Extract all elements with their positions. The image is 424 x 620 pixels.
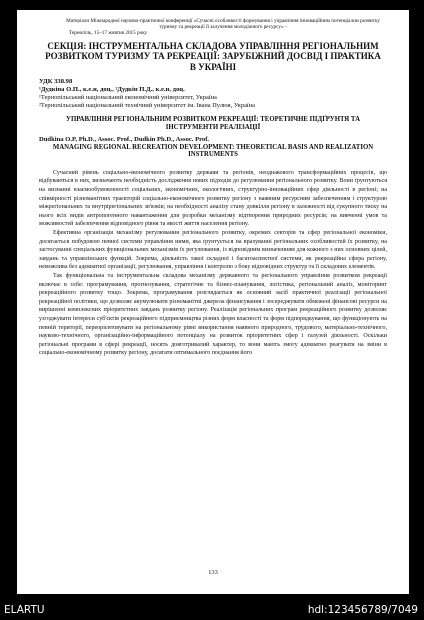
- paragraph-3: Так функціональна та інструментальна складова механізму державного та регіонального управління розвитком рекреації включає в себе: програмування, прогнозування, стратегічне та бізнес-планування, логістика, регіональний аналіз, моніторинг рекреаційного розвитку тощо. Зокрема, програмування розглядається як основний засіб практичної реалізації регіональної рекреаційної політики, що дозволяє акумулювати різноманітні джерела фінансування і зосереджувати обмежені фінансові ресурси на вирішенні комплексних пріоритетних завдань розвитку регіону. Реалізація регіональних програм рекреаційного розвитку дозволяє узгоджувати інтереси суб'єктів рекреаційного підприємництва різних форм власності та форм підпорядкування, що функціонують на певній території, переорієнтовувати на регіональному рівні використання наявного природного, трудового, матеріально-технічного, науково-технічного, організаційно-інформаційного потенціалу на розвиток пріоритетних сфер і галузей діяльності. Оскільки регіональні програми в сфері рекреації, носять довготривалий характер, то вони мають змогу адекватно реагувати на зміни в соціально-економічному розвитку регіону, досягати оптимального поєднання його: [39, 273, 387, 357]
- udk-code: УДК 338.98: [39, 78, 73, 86]
- paragraph-2: Ефективна організація механізму регулювання регіонального розвитку, окремих секторів та сфер регіональної економіки, досягається побудовою певної системи управління ними, яка ґрунтується на врахуванні регіональних особливостей їх розвитку, на застосуванні спеціальних функціональних механізмів їх регулювання, із відповідним визначенням для кожного з них основних цілей, завдань та управлінських функцій. Зокрема, діяльність такої складної і багатоаспектної системи, як рекреаційна сфера регіону, неможлива без адекватної організації, регулювання, управління і контролю з боку відповідних структур та її складових елементів.: [39, 230, 387, 271]
- paragraph-1: Сучасний рівень соціально-економічного розвитку держави та регіонів, неоднакового трансформаційних процесів, що відбуваються в них, визначають необхідність дослідження нових підходів до регулювання регіонального розвитку. Вони ґрунтуються на визнанні взаємообумовленості соціальних, економічних, екологічних, структурно-інноваційних сфер діяльності в регіоні; на співмірності різноманітних траєкторій соціально-економічного розвитку регіону з наявним ресурсним забезпеченням і структурою міжрегіональних та внутрірегіональних зв'язків; на необхідності аналізу стану довкілля регіону в залежності від сукупного тиску на нього всіх видів антропогенного навантаження для розробки механізму відтворення природних ресурсів; на вивченні умов та можливостей забезпечення відповідного рівня та якості життя населення регіону.: [39, 169, 387, 228]
- authors: ¹Дудкіна О.П., к.е.н, доц., ²Дудкін П.Д., к.е.н, доц.: [39, 86, 185, 94]
- page-number: 133: [208, 569, 218, 576]
- authors-en: Dudkina O.P, Ph.D., Assoc. Prof., Dudkin Ph.D., Assoc. Prof.: [39, 136, 210, 144]
- affiliation-2: ²Тернопільський національний технічний університет ім. Івана Пулюя, Україна: [39, 101, 255, 109]
- affiliation-1: ¹Тернопільський національний економічний університет, Україна: [39, 94, 217, 102]
- article-title-ua: УПРАВЛІННЯ РЕГІОНАЛЬНИМ РОЗВИТКОМ РЕКРЕАЦІЇ: ТЕОРЕТИЧНЕ ПІДҐРУНТЯ ТА ІНСТРУМЕНТИ РЕАЛІЗАЦІЇ: [65, 115, 360, 131]
- document-page: [17, 10, 409, 594]
- handle-id: hdl:123456789/7049: [307, 604, 418, 616]
- conference-date: Тернопіль, 15–17 жовтня 2015 року: [69, 30, 148, 37]
- repository-name: ELARTU: [4, 604, 45, 616]
- repository-footer: [0, 598, 424, 620]
- section-title: СЕКЦІЯ: ІНСТРУМЕНТАЛЬНА СКЛАДОВА УПРАВЛІННЯ РЕГІОНАЛЬНИМ РОЗВИТКОМ ТУРИЗМУ ТА РЕКРЕАЦІЇ: ЗАРУБІЖНИЙ ДОСВІД І ПРАКТИКА В УКРАЇНІ: [45, 40, 381, 72]
- article-title-en: MANAGING REGIONAL RECREATION DEVELOPMENT: THEORETICAL BASIS AND REALIZATION INSTRUMENTS: [52, 143, 374, 159]
- conference-header: Матеріали Міжнародної науково-практичної конференції «Сучасні особливості формування і управління інноваційним потенціалом розвитку туризму та рекреації й залучення молодіжного ресурсу» -: [66, 18, 380, 31]
